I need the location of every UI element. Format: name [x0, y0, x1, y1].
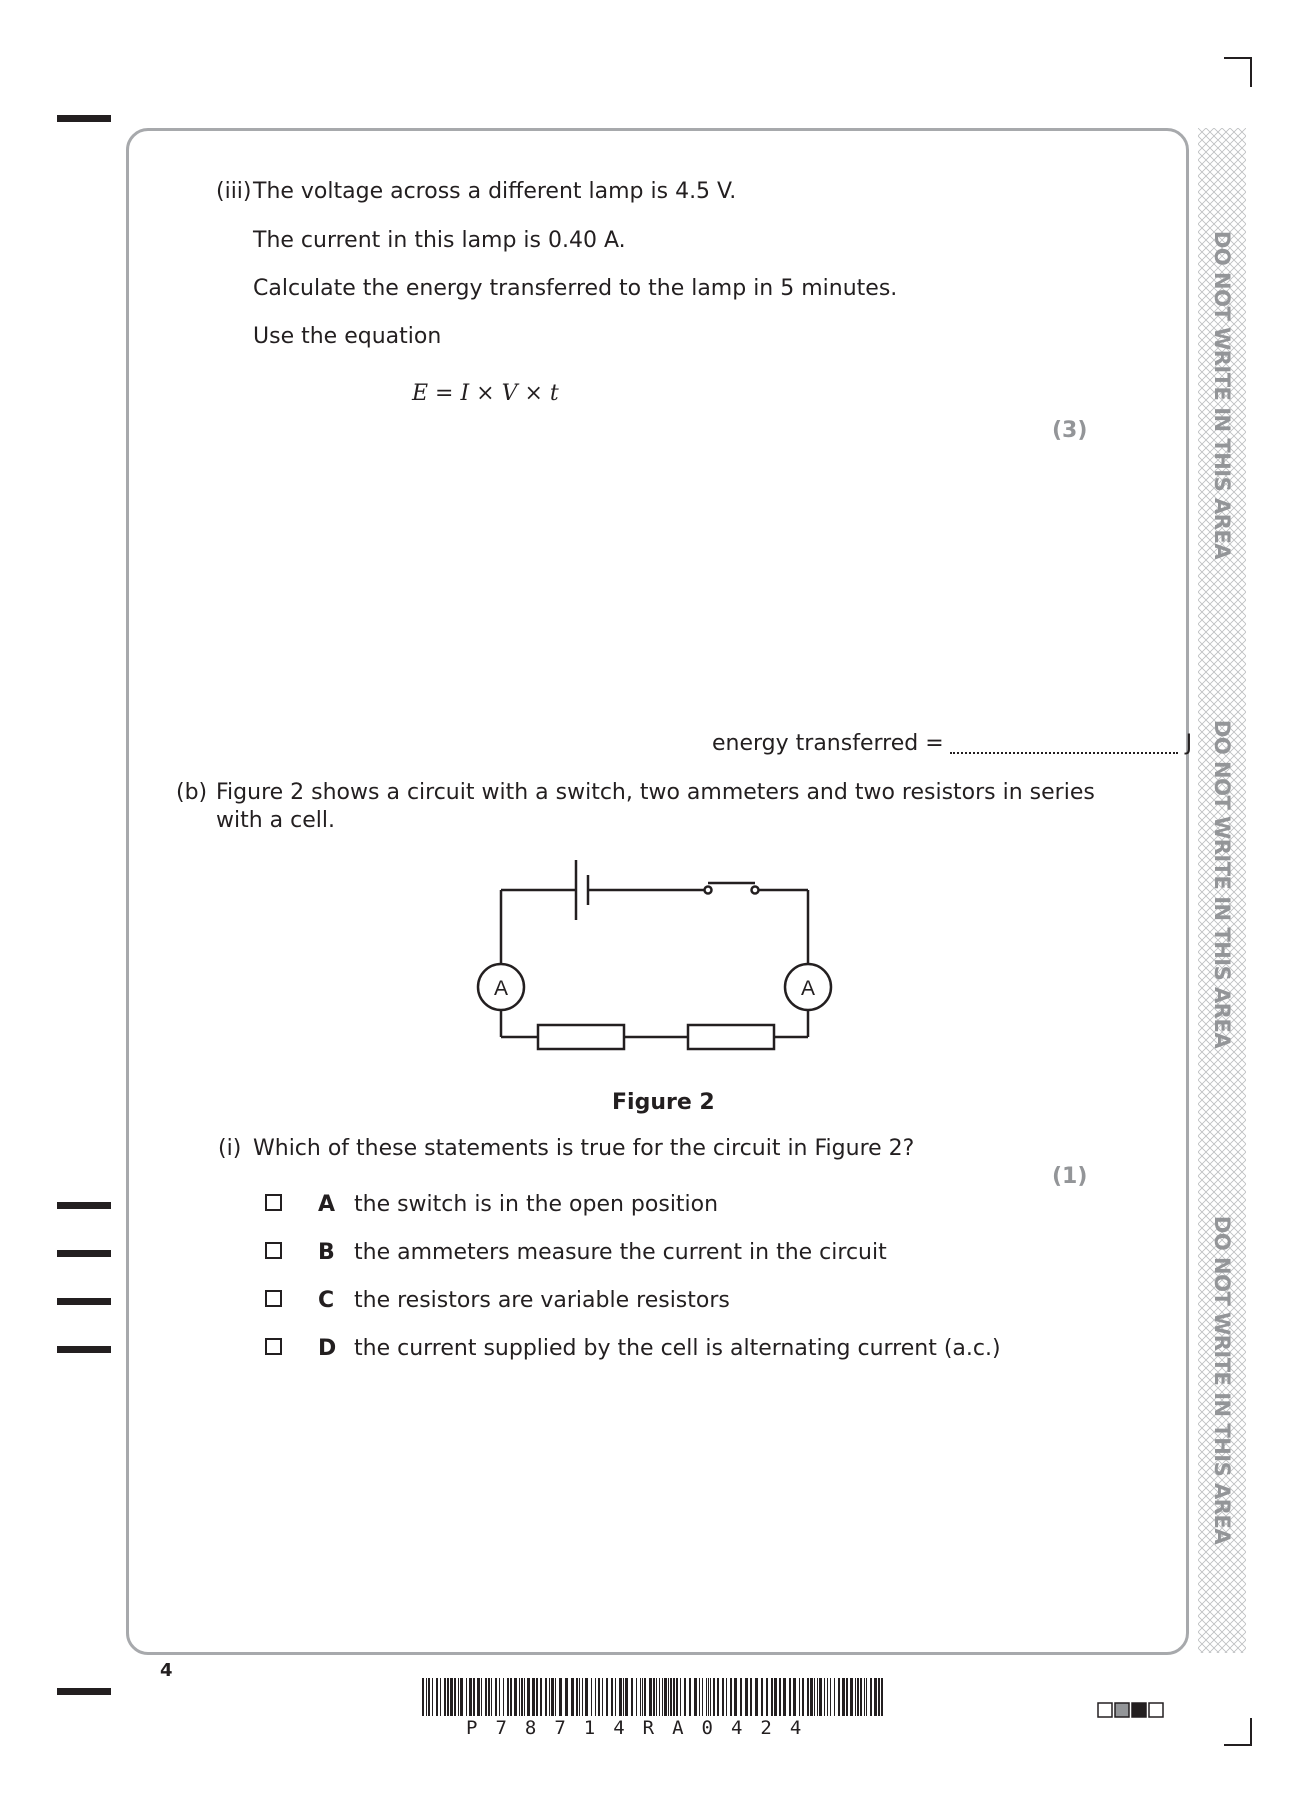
barcode-bar: [866, 1678, 867, 1716]
barcode-bar: [428, 1678, 430, 1716]
barcode-bar: [532, 1678, 535, 1716]
barcode-bar: [750, 1678, 752, 1716]
switch-contact-left: [705, 887, 712, 894]
margin-warning-1: DO NOT WRITE IN THIS AREA: [1210, 230, 1234, 560]
barcode-bar: [755, 1678, 758, 1716]
barcode-bar: [466, 1678, 467, 1716]
barcode-bar: [458, 1678, 459, 1716]
barcode-bar: [444, 1678, 446, 1716]
option-a-text: the switch is in the open position: [354, 1192, 719, 1217]
barcode-bar: [680, 1678, 681, 1716]
edge-tick: [57, 1250, 111, 1257]
option-c-letter: C: [318, 1288, 335, 1313]
barcode-bar: [708, 1678, 709, 1716]
barcode-bar: [842, 1678, 845, 1716]
option-a-checkbox[interactable]: [265, 1194, 282, 1211]
option-b-text: the ammeters measure the current in the circuit: [354, 1240, 887, 1265]
ammeter-right-label: A: [800, 977, 816, 1000]
part-i-question: Which of these statements is true for the circuit in Figure 2?: [253, 1136, 915, 1161]
part-iii-label: (iii): [216, 179, 252, 204]
barcode-bar: [460, 1678, 463, 1716]
barcode-bar: [850, 1678, 853, 1716]
barcode-bar: [783, 1678, 786, 1716]
barcode-bar: [524, 1678, 525, 1716]
barcode-bar: [694, 1678, 697, 1716]
answer-input-line[interactable]: [950, 752, 1178, 754]
page-number: 4: [160, 1660, 173, 1681]
barcode-bar: [454, 1678, 456, 1716]
barcode-bar: [734, 1678, 737, 1716]
barcode-bar: [653, 1678, 655, 1716]
edge-tick: [57, 115, 111, 122]
barcode-bar: [793, 1678, 796, 1716]
option-d-text: the current supplied by the cell is alternating current (a.c.): [354, 1336, 1001, 1361]
barcode-bar: [673, 1678, 675, 1716]
barcode-bar: [540, 1678, 542, 1716]
barcode-bar: [619, 1678, 622, 1716]
barcode-bar: [684, 1678, 686, 1716]
barcode-bar: [591, 1678, 592, 1716]
barcode-bar: [771, 1678, 773, 1716]
edge-tick: [57, 1346, 111, 1353]
barcode-bar: [864, 1678, 865, 1716]
barcode-bar: [495, 1678, 497, 1716]
barcode-bar: [838, 1678, 840, 1716]
barcode-bar: [706, 1678, 707, 1716]
option-d-checkbox[interactable]: [265, 1338, 282, 1355]
barcode-bar: [710, 1678, 711, 1716]
edge-tick: [57, 1688, 111, 1695]
barcode-bar: [623, 1678, 624, 1716]
barcode-bar: [664, 1678, 667, 1716]
barcode-bar: [855, 1678, 856, 1716]
barcode-bar: [602, 1678, 603, 1716]
barcode-bar: [565, 1678, 568, 1716]
barcode-bar: [571, 1678, 574, 1716]
barcode-bar: [740, 1678, 742, 1716]
barcode-bar: [436, 1678, 438, 1716]
edge-tick: [57, 1202, 111, 1209]
barcode-bar: [606, 1678, 608, 1716]
barcode-bar: [625, 1678, 628, 1716]
barcode-bar: [447, 1678, 449, 1716]
barcode-bar: [878, 1678, 880, 1716]
part-b-label: (b): [176, 780, 208, 805]
part-iii-line3: Calculate the energy transferred to the lamp in 5 minutes.: [253, 276, 898, 301]
barcode-bar: [595, 1678, 596, 1716]
barcode-bar: [656, 1678, 657, 1716]
barcode-bar: [668, 1678, 669, 1716]
marks-iii: (3): [1052, 418, 1088, 443]
option-d-letter: D: [318, 1336, 337, 1361]
resistor-left: [538, 1025, 624, 1049]
barcode-bar: [659, 1678, 660, 1716]
barcode-bar: [640, 1678, 641, 1716]
barcode-bar: [722, 1678, 724, 1716]
crop-mark-bottom-right: [1224, 1718, 1252, 1746]
barcode-bar: [689, 1678, 691, 1716]
barcode-bar: [713, 1678, 715, 1716]
answer-label: energy transferred =: [712, 731, 944, 756]
answer-unit: J: [1185, 731, 1193, 756]
barcode-bar: [527, 1678, 530, 1716]
margin-warning-3: DO NOT WRITE IN THIS AREA: [1210, 1215, 1234, 1545]
barcode-bar: [834, 1678, 835, 1716]
part-iii-line4: Use the equation: [253, 324, 442, 349]
barcode-bar: [481, 1678, 482, 1716]
barcode-bar: [817, 1678, 818, 1716]
answer-line: [712, 731, 1192, 757]
barcode-bar: [631, 1678, 633, 1716]
barcode-bar: [881, 1678, 883, 1716]
barcode-bar: [488, 1678, 490, 1716]
barcode-bar: [545, 1678, 547, 1716]
crop-mark-top-right: [1224, 57, 1252, 87]
barcode-bar: [644, 1678, 646, 1716]
barcode-bar: [536, 1678, 538, 1716]
barcode-bar: [676, 1678, 678, 1716]
figure-caption: Figure 2: [612, 1090, 715, 1115]
barcode-bar: [779, 1678, 781, 1716]
barcode-bar: [857, 1678, 859, 1716]
ammeter-left-label: A: [493, 977, 509, 1000]
barcode-bar: [499, 1678, 500, 1716]
part-iii-line2: The current in this lamp is 0.40 A.: [253, 228, 626, 253]
barcode-bar: [585, 1678, 588, 1716]
barcode-bar: [507, 1678, 509, 1716]
barcode-bar: [576, 1678, 578, 1716]
resistor-right: [688, 1025, 774, 1049]
barcode-bar: [670, 1678, 672, 1716]
barcode-bar: [426, 1678, 427, 1716]
option-a-letter: A: [318, 1192, 336, 1217]
barcode-bar: [549, 1678, 550, 1716]
barcode-bar: [662, 1678, 663, 1716]
option-c-checkbox[interactable]: [265, 1290, 282, 1307]
barcode-bar: [699, 1678, 700, 1716]
part-i-label: (i): [218, 1136, 242, 1161]
barcode-bar: [469, 1678, 472, 1716]
barcode-bar: [642, 1678, 643, 1716]
barcode-bar: [450, 1678, 453, 1716]
barcode-bar: [473, 1678, 475, 1716]
barcode-bar: [799, 1678, 800, 1716]
barcode-bar: [598, 1678, 600, 1716]
barcode-number: P78714RA0424: [466, 1717, 820, 1739]
barcode-bar: [491, 1678, 492, 1716]
barcode-bar: [510, 1678, 512, 1716]
barcode-bar: [761, 1678, 763, 1716]
barcode-bar: [440, 1678, 441, 1716]
barcode-bar: [789, 1678, 791, 1716]
barcode-bar: [745, 1678, 748, 1716]
barcode-bar: [477, 1678, 480, 1716]
barcode-bar: [810, 1678, 813, 1716]
barcode-bar: [819, 1678, 822, 1716]
barcode-bar: [636, 1678, 637, 1716]
barcode-bar: [814, 1678, 815, 1716]
energy-equation: E = I × V × t: [412, 381, 559, 406]
barcode-bar: [830, 1678, 831, 1716]
barcode-bar: [730, 1678, 732, 1716]
barcode-bar: [807, 1678, 809, 1716]
barcode-bar: [422, 1678, 424, 1716]
barcode-bar: [503, 1678, 504, 1716]
barcode-bar: [582, 1678, 583, 1716]
page-position-indicator: [1097, 1702, 1167, 1718]
barcode-bar: [874, 1678, 877, 1716]
barcode-bar: [551, 1678, 554, 1716]
part-b-line1: Figure 2 shows a circuit with a switch, two ammeters and two resistors in series: [216, 780, 1095, 805]
part-iii-line1: The voltage across a different lamp is 4.5 V.: [253, 179, 737, 204]
barcode-bar: [519, 1678, 520, 1716]
barcode-bar: [726, 1678, 727, 1716]
barcode-bar: [824, 1678, 825, 1716]
barcode-bar: [432, 1678, 433, 1716]
barcode-bar: [485, 1678, 487, 1716]
barcode-bar: [702, 1678, 703, 1716]
barcode-bar: [827, 1678, 828, 1716]
barcode-bar: [521, 1678, 523, 1716]
barcode-bar: [579, 1678, 580, 1716]
option-c-text: the resistors are variable resistors: [354, 1288, 730, 1313]
barcode-bar: [774, 1678, 777, 1716]
option-b-letter: B: [318, 1240, 335, 1265]
barcode-bar: [870, 1678, 872, 1716]
option-b-checkbox[interactable]: [265, 1242, 282, 1259]
barcode-bar: [611, 1678, 613, 1716]
part-b-line2: with a cell.: [216, 808, 335, 833]
barcode-bar: [615, 1678, 616, 1716]
barcode-icon: [422, 1678, 888, 1716]
switch-contact-right: [752, 887, 759, 894]
barcode-bar: [802, 1678, 804, 1716]
barcode-bar: [846, 1678, 848, 1716]
barcode-bar: [717, 1678, 719, 1716]
barcode-bar: [514, 1678, 517, 1716]
circuit-diagram: [470, 850, 850, 1060]
barcode-bar: [766, 1678, 768, 1716]
edge-tick: [57, 1298, 111, 1305]
barcode-bar: [559, 1678, 562, 1716]
barcode-bar: [555, 1678, 556, 1716]
barcode-bar: [860, 1678, 862, 1716]
margin-warning-2: DO NOT WRITE IN THIS AREA: [1210, 719, 1234, 1049]
barcode-bar: [649, 1678, 652, 1716]
marks-i: (1): [1052, 1164, 1088, 1189]
